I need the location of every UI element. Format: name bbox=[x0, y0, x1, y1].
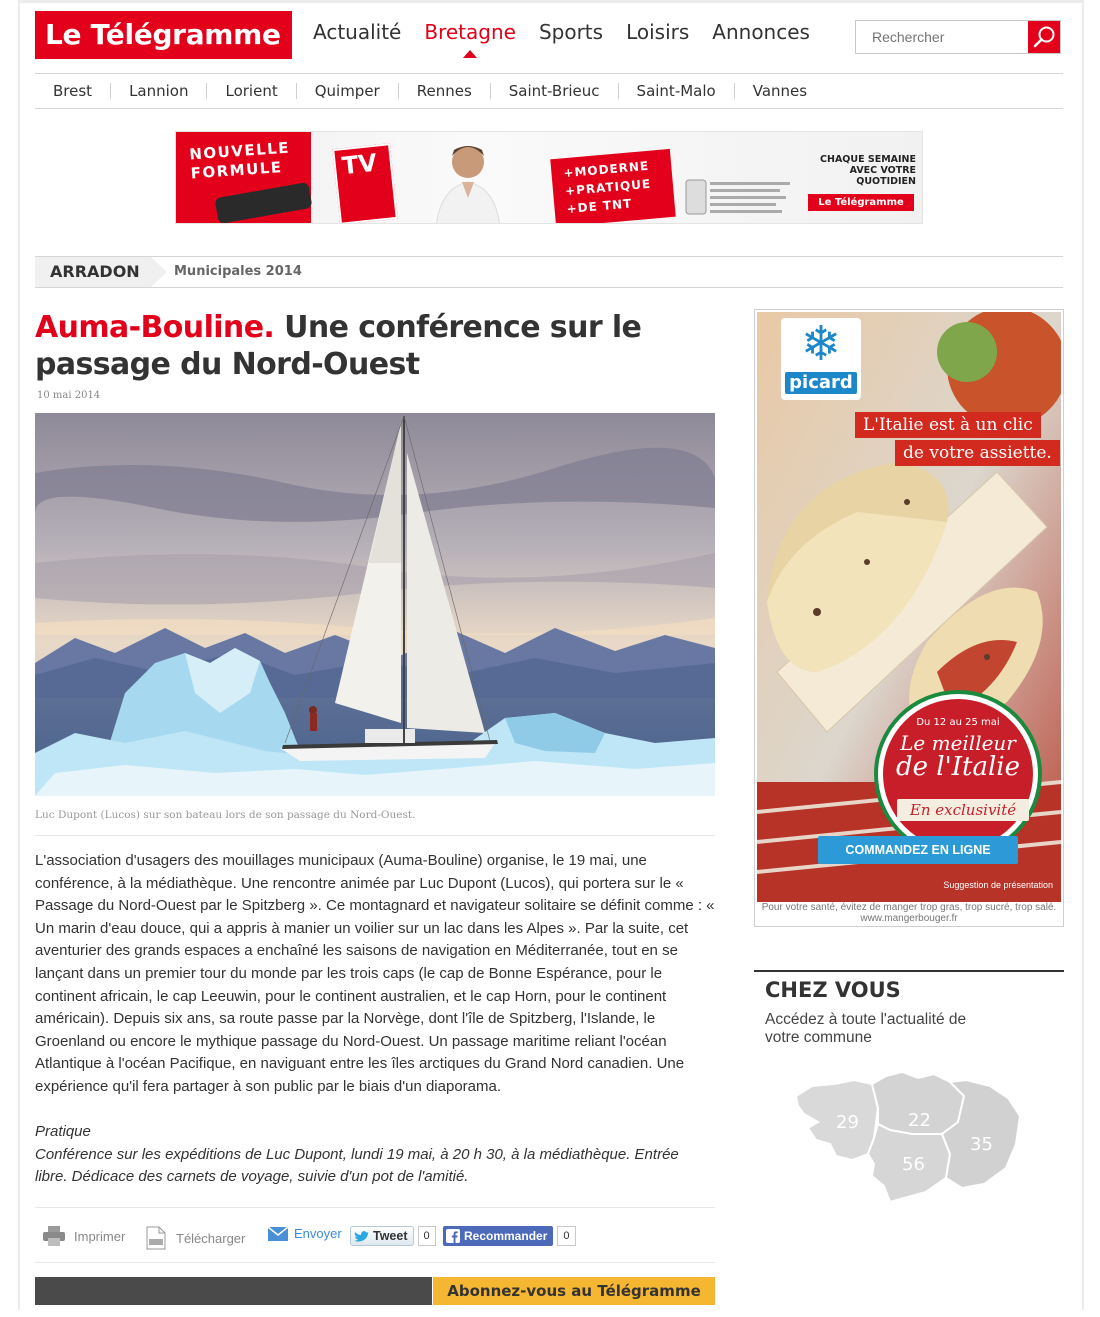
brittany-map[interactable] bbox=[794, 1068, 1026, 1203]
map-label-56: 56 bbox=[902, 1154, 925, 1175]
nav-loisirs[interactable]: Loisirs bbox=[626, 20, 690, 44]
page-frame-right bbox=[1082, 0, 1084, 1310]
facebook-icon bbox=[446, 1229, 460, 1243]
facebook-button-body bbox=[443, 1226, 553, 1246]
banner-formula-text: NOUVELLE FORMULE bbox=[188, 138, 291, 183]
badge-line-2: de l'Italie bbox=[896, 752, 1020, 782]
article-body: L'association d'usagers des mouillages municipaux (Auma-Bouline) organise, le 19 mai, une conférence, à la médiathèque. Une rencontre animée par Luc Dupont (Lucos), qui portera sur le « Passage du Nord-Ouest par le Spitzberg ». Ce montagnard et navigateur solitaire se définit comme : « Un marin d'eau douce, qui a appris à manier un voilier sur un lac dans les Alpes ». Par la suite, cet aventurier des grands espaces a enchaîné les saisons de navigation en Méditerranée, tout en se lançant dans un premier tour du monde par les trois caps (le cap de Bonne Espérance, pour le continent africain, le cap Leeuwin, pour le continent australien, et le cap Horn, pour le continent américain). Depuis six ans, sa route passe par la Norvège, dont l'île de Spitzberg, l'Islande, le Groenland ou encore le mythique passage du Nord-Ouest. Un passage maritime reliant l'océan Atlantique à l'océan Pacifique, en naviguant entre les îles arctiques du Grand Nord canadien. Une expérience qu'il fera partager à son public par le biais d'un diaporama. bbox=[35, 852, 715, 1095]
presentation-suggestion: Suggestion de présentation bbox=[943, 880, 1053, 890]
city-nav bbox=[35, 73, 1063, 109]
picard-brand: picard bbox=[785, 372, 857, 394]
recommend-label: Recommander bbox=[464, 1229, 548, 1243]
article-kicker: Auma-Bouline. bbox=[35, 310, 275, 345]
sailboat-iceberg-image bbox=[35, 413, 715, 796]
search-box bbox=[855, 20, 1061, 54]
download-label: Télécharger bbox=[176, 1230, 246, 1246]
article-tools bbox=[35, 1207, 715, 1263]
nav-annonces[interactable]: Annonces bbox=[712, 20, 810, 44]
picard-ad[interactable] bbox=[754, 309, 1064, 927]
print-label: Imprimer bbox=[74, 1228, 126, 1244]
download-button[interactable] bbox=[146, 1226, 245, 1250]
breadcrumb-section[interactable]: Municipales 2014 bbox=[174, 264, 302, 279]
chez-vous-widget bbox=[754, 970, 1064, 1047]
facebook-recommend-button[interactable] bbox=[443, 1225, 576, 1247]
picard-ad-image bbox=[757, 312, 1061, 902]
nav-bretagne[interactable]: Bretagne bbox=[424, 20, 516, 44]
chez-vous-text: Accédez à toute l'actualité de votre commune bbox=[765, 1011, 967, 1046]
city-vannes[interactable]: Vannes bbox=[752, 82, 808, 100]
map-label-35: 35 bbox=[970, 1134, 993, 1155]
article-photo[interactable] bbox=[35, 413, 715, 796]
tv-magazine-logo: TV bbox=[340, 148, 379, 181]
nav-actualite[interactable]: Actualité bbox=[313, 20, 402, 44]
search-button[interactable] bbox=[1028, 21, 1060, 53]
ad-tagline-2: de votre assiette. bbox=[895, 440, 1060, 466]
tweet-button[interactable] bbox=[350, 1225, 436, 1247]
italy-badge bbox=[878, 694, 1038, 854]
article-title bbox=[35, 309, 715, 383]
picard-logo bbox=[781, 318, 861, 400]
city-lorient[interactable]: Lorient bbox=[207, 83, 296, 99]
page-frame-left bbox=[18, 0, 20, 1310]
badge-exclusive: En exclusivité bbox=[897, 799, 1029, 821]
pratique-text: Conférence sur les expéditions de Luc Dupont, lundi 19 mai, à 20 h 30, à la médiathèque. Entrée libre. Dédicace des carnets de voyage, suivie d'un pot de l'amitié. bbox=[35, 1145, 679, 1186]
send-label: Envoyer bbox=[294, 1226, 342, 1241]
tweet-label: Tweet bbox=[373, 1229, 408, 1243]
print-button[interactable] bbox=[43, 1226, 125, 1246]
breadcrumb-place[interactable]: ARRADON bbox=[35, 257, 151, 287]
subscribe-bar-left bbox=[35, 1277, 432, 1305]
map-label-29: 29 bbox=[836, 1112, 859, 1133]
banner-ad[interactable] bbox=[175, 131, 923, 224]
recommend-count: 0 bbox=[557, 1226, 575, 1246]
pratique-label: Pratique bbox=[35, 1123, 91, 1140]
order-online-button[interactable]: COMMANDEZ EN LIGNE bbox=[818, 836, 1018, 864]
phone-promo-graphic bbox=[684, 176, 804, 222]
city-saint-malo[interactable]: Saint-Malo bbox=[619, 83, 735, 99]
ad-tagline-1: L'Italie est à un clic bbox=[855, 412, 1041, 438]
city-quimper[interactable]: Quimper bbox=[297, 83, 399, 99]
presenter-photo bbox=[428, 138, 508, 224]
badge-line-1: Le meilleur bbox=[900, 731, 1016, 755]
badge-dates: Du 12 au 25 mai bbox=[916, 717, 1000, 728]
envelope-icon bbox=[268, 1227, 288, 1241]
city-brest[interactable]: Brest bbox=[35, 83, 111, 99]
send-button[interactable] bbox=[268, 1226, 342, 1241]
nav-sports[interactable]: Sports bbox=[538, 20, 604, 44]
page-frame-top bbox=[18, 0, 1084, 3]
map-label-22: 22 bbox=[908, 1110, 931, 1131]
subscribe-button[interactable]: Abonnez-vous au Télégramme bbox=[433, 1277, 715, 1305]
chez-vous-title: CHEZ VOUS bbox=[765, 978, 901, 1002]
pratique-block bbox=[35, 1121, 715, 1189]
banner-brand-logo: Le Télégramme bbox=[808, 194, 914, 211]
banner-benefits-block bbox=[550, 149, 675, 224]
city-rennes[interactable]: Rennes bbox=[399, 83, 491, 99]
tv-magazine-cover bbox=[332, 143, 398, 224]
photo-caption: Luc Dupont (Lucos) sur son bateau lors de son passage du Nord-Ouest. bbox=[35, 809, 715, 836]
main-nav bbox=[313, 20, 833, 44]
snowflake-icon: ❄ bbox=[800, 318, 842, 371]
site-logo[interactable]: Le Télégramme bbox=[35, 11, 292, 59]
tweet-count: 0 bbox=[418, 1226, 436, 1246]
search-icon bbox=[1028, 21, 1060, 53]
article-date: 10 mai 2014 bbox=[37, 390, 101, 401]
tweet-button-body bbox=[350, 1226, 414, 1246]
health-notice: Pour votre santé, évitez de manger trop gras, trop sucré, trop salé. www.mangerbouger.fr bbox=[761, 902, 1057, 924]
city-saint-brieuc[interactable]: Saint-Brieuc bbox=[491, 83, 619, 99]
search-input[interactable] bbox=[856, 21, 1028, 53]
city-lannion[interactable]: Lannion bbox=[111, 83, 207, 99]
banner-weekly-text: CHAQUE SEMAINE AVEC VOTRE QUOTIDIEN bbox=[820, 154, 916, 187]
printer-icon bbox=[43, 1226, 65, 1246]
twitter-bird-icon bbox=[354, 1230, 370, 1242]
article-headline: Une conférence sur le passage du Nord-Ouest bbox=[35, 310, 642, 382]
pdf-file-icon bbox=[146, 1226, 166, 1250]
breadcrumb bbox=[35, 256, 1063, 288]
banner-benefits-text: +MODERNE +PRATIQUE +DE TNT bbox=[562, 158, 652, 217]
